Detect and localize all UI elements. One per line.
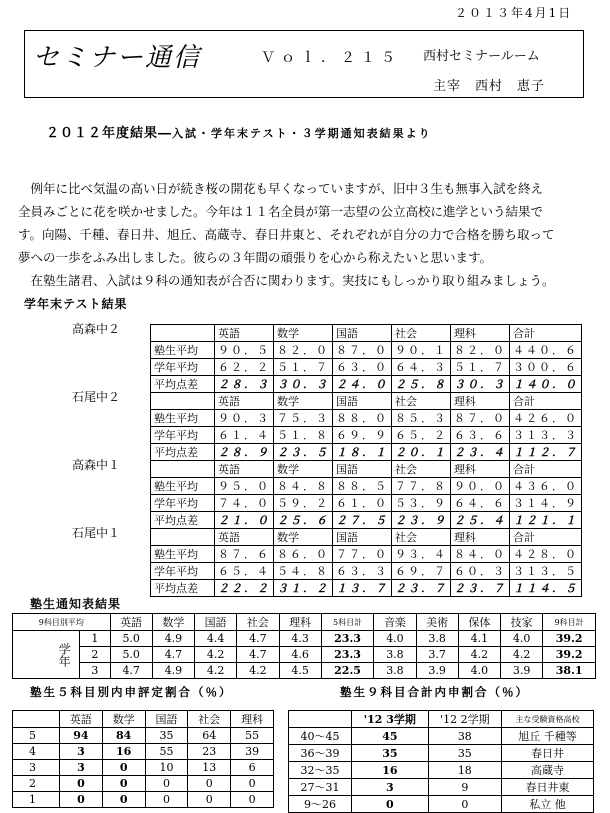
table-cell: ８８．５ [333, 478, 392, 495]
table-cell: ２３．７ [392, 580, 451, 597]
newsletter-header [24, 30, 584, 98]
table-cell: ３１３．５ [510, 563, 582, 580]
table-cell: 3.8 [416, 631, 458, 647]
paragraph-line: 在塾生諸君、入試は９科の通知表が合否に関わります。実技にもしっかり取り組みましょう。 [18, 273, 555, 288]
table-cell: 0 [231, 792, 274, 808]
table-row [13, 760, 274, 776]
table-row [151, 546, 582, 563]
table-cell: ６９．７ [392, 563, 451, 580]
col-header: 理科 [451, 325, 510, 342]
table-cell: 16 [102, 744, 145, 760]
nine-subject-table [288, 710, 594, 813]
table-cell: 0 [145, 776, 188, 792]
issue-date: ２０１３年4月1日 [455, 6, 573, 20]
table-cell: 0 [145, 792, 188, 808]
table-cell: 35 [145, 728, 188, 744]
table-cell: 0 [102, 792, 145, 808]
table-cell: 4.9 [152, 631, 194, 647]
five-subject-rows [13, 728, 274, 808]
col-header: 5科目計 [321, 614, 374, 631]
table-cell: 3.9 [501, 663, 543, 679]
table-cell: 5.0 [110, 631, 152, 647]
table-row [151, 563, 582, 580]
table-cell: ８４．８ [274, 478, 333, 495]
table-cell: ８５．３ [392, 410, 451, 427]
table-cell: １２１．１ [510, 512, 582, 529]
table-cell: 22.5 [321, 663, 374, 679]
grade-number: 3 [80, 663, 110, 679]
main-heading-title: ２０１２年度結果― [46, 126, 173, 141]
table-cell: ９０．３ [215, 410, 274, 427]
table-cell: 0 [188, 792, 231, 808]
table-cell: 春日井東 [501, 779, 593, 796]
table-cell: 6 [231, 760, 274, 776]
table-cell: ３１３．３ [510, 427, 582, 444]
col-header: 英語 [215, 325, 274, 342]
table-cell: 3.8 [374, 663, 416, 679]
table-header-row [151, 461, 582, 478]
col-header: 理科 [451, 461, 510, 478]
table-cell: ５１．７ [274, 359, 333, 376]
table-row [151, 410, 582, 427]
table-cell: ５３．９ [392, 495, 451, 512]
table-cell: 16 [352, 762, 429, 779]
organization-name: 西村セミナールーム [423, 49, 540, 64]
table-cell: １３．７ [333, 580, 392, 597]
col-header: 技家 [501, 614, 543, 631]
table-cell: ６３．３ [333, 563, 392, 580]
paragraph-line: 夢への一歩をふみ出しました。彼らの３年間の頑張りを心から称えたいと思います。 [18, 250, 493, 265]
table-cell: ６１．０ [333, 495, 392, 512]
col-header: 数学 [274, 461, 333, 478]
table-cell: 0 [102, 760, 145, 776]
table-cell: 10 [145, 760, 188, 776]
table-row [13, 647, 596, 663]
table-cell: ４２８．０ [510, 546, 582, 563]
table-cell: 4.2 [458, 647, 500, 663]
table-cell: ４２６．０ [510, 410, 582, 427]
grade-number: 1 [80, 631, 110, 647]
table-cell: ６４．６ [451, 495, 510, 512]
table-cell: 4.4 [195, 631, 237, 647]
table-cell: 9 [428, 779, 501, 796]
row-label: 40～45 [289, 728, 352, 745]
school-name: 石尾中１ [72, 526, 121, 540]
corner-cell [151, 325, 215, 342]
table-cell: 0 [352, 796, 429, 813]
grade-number: 2 [80, 647, 110, 663]
table-row [151, 359, 582, 376]
row-label: 4 [13, 744, 60, 760]
row-label: 学年平均 [151, 359, 215, 376]
volume-number: Ｖｏｌ．２１５ [261, 50, 401, 66]
table-cell: 55 [231, 728, 274, 744]
grade-label-inner [13, 631, 79, 678]
table-row [151, 512, 582, 529]
row-label: 学年平均 [151, 563, 215, 580]
table-row [13, 631, 596, 647]
table-row [13, 728, 274, 744]
col-header: 国語 [333, 529, 392, 546]
col-header: '12 2学期 [428, 711, 501, 728]
col-header: '12 3学期 [352, 711, 429, 728]
col-header: 合計 [510, 393, 582, 410]
five-subject-title: 塾生５科目別内申評定割合（％） [30, 685, 233, 699]
table-cell: ３０．３ [451, 376, 510, 393]
table-cell: 3.8 [374, 647, 416, 663]
table-cell: ５１．８ [274, 427, 333, 444]
table-cell: ２３．４ [451, 444, 510, 461]
table-cell: ２３．９ [392, 512, 451, 529]
table-cell: 4.1 [458, 631, 500, 647]
table-cell: ５９．２ [274, 495, 333, 512]
table-cell: ２５．８ [392, 376, 451, 393]
table-cell: 4.2 [501, 647, 543, 663]
row-label: 5 [13, 728, 60, 744]
row-label: 32～35 [289, 762, 352, 779]
nine-subject-title: 塾生９科目合計内申割合（％） [340, 685, 529, 699]
table-row [289, 728, 594, 745]
table-cell: ８７．６ [215, 546, 274, 563]
table-cell: ２１．０ [215, 512, 274, 529]
table-cell: ８２．０ [451, 342, 510, 359]
row-label: 塾生平均 [151, 342, 215, 359]
table-cell: 4.5 [279, 663, 321, 679]
corner-cell [13, 711, 60, 728]
table-cell: ２５．６ [274, 512, 333, 529]
table-cell: ８６．０ [274, 546, 333, 563]
row-label: 9～26 [289, 796, 352, 813]
table-row [13, 744, 274, 760]
paragraph-line: す。向陽、千種、春日井、旭丘、高蔵寺、春日井東と、それぞれが自分の力で合格を勝ち取って [18, 227, 555, 242]
table-cell: 4.7 [152, 647, 194, 663]
col-header: 英語 [110, 614, 152, 631]
table-cell: 4.7 [237, 647, 279, 663]
col-header: 数学 [274, 393, 333, 410]
col-header: 社会 [392, 325, 451, 342]
table-row [151, 495, 582, 512]
table-cell: ２２．２ [215, 580, 274, 597]
test-result-table [150, 392, 582, 461]
table-cell: 4.0 [501, 631, 543, 647]
col-header: 社会 [392, 529, 451, 546]
corner-cell [289, 711, 352, 728]
table-row [151, 478, 582, 495]
table-cell: 4.2 [195, 647, 237, 663]
table-cell: 55 [145, 744, 188, 760]
paragraph-line: 全員みごとに花を咲かせました。今年は１１名全員が第一志望の公立高校に進学という結果で [18, 204, 544, 219]
col-header: 社会 [392, 461, 451, 478]
col-header: 社会 [392, 393, 451, 410]
col-header: 英語 [215, 461, 274, 478]
table-cell: ２３．７ [451, 580, 510, 597]
table-cell: ６３．６ [451, 427, 510, 444]
col-header: 美術 [416, 614, 458, 631]
table-row [289, 745, 594, 762]
table-cell: 23.3 [321, 631, 374, 647]
report-card-corner: 9科目別平均 [13, 614, 111, 631]
newsletter-title: セミナー通信 [33, 43, 202, 73]
col-header: 数学 [274, 529, 333, 546]
report-card-rows [13, 631, 596, 679]
school-name: 高森中１ [72, 458, 121, 472]
row-label: 学年平均 [151, 427, 215, 444]
table-cell: ４４０．６ [510, 342, 582, 359]
row-label: 塾生平均 [151, 410, 215, 427]
table-cell: 3 [60, 760, 103, 776]
row-label: 1 [13, 792, 60, 808]
table-cell: 64 [188, 728, 231, 744]
five-subject-table [12, 710, 274, 808]
table-cell: 4.7 [110, 663, 152, 679]
table-cell: 3 [352, 779, 429, 796]
report-card-title: 塾生通知表結果 [30, 597, 122, 611]
row-label: 平均点差 [151, 512, 215, 529]
table-row [289, 762, 594, 779]
row-label: 27～31 [289, 779, 352, 796]
col-header: 音楽 [374, 614, 416, 631]
table-header-row [151, 325, 582, 342]
col-header: 英語 [215, 529, 274, 546]
table-cell: 春日井 [501, 745, 593, 762]
table-cell: 23.3 [321, 647, 374, 663]
table-cell: ３１４．９ [510, 495, 582, 512]
main-heading-subtitle: 入試・学年末テスト・３学期通知表結果より [172, 127, 432, 140]
table-cell: ７７．０ [333, 546, 392, 563]
table-cell: 39 [231, 744, 274, 760]
table-cell: 0 [231, 776, 274, 792]
table-cell: 0 [102, 776, 145, 792]
table-cell: 4.2 [237, 663, 279, 679]
col-header: 国語 [195, 614, 237, 631]
corner-cell [151, 393, 215, 410]
table-cell: ７７．８ [392, 478, 451, 495]
table-cell: ６３．０ [333, 359, 392, 376]
col-header: 国語 [333, 461, 392, 478]
col-header: 9科目計 [543, 614, 596, 631]
row-label: 3 [13, 760, 60, 776]
table-row [151, 427, 582, 444]
table-cell: 18 [428, 762, 501, 779]
table-cell: 旭丘 千種等 [501, 728, 593, 745]
row-label: 塾生平均 [151, 478, 215, 495]
row-label: 学年平均 [151, 495, 215, 512]
table-cell: ７４．０ [215, 495, 274, 512]
row-label: 平均点差 [151, 444, 215, 461]
table-cell: 0 [60, 792, 103, 808]
table-cell: 13 [188, 760, 231, 776]
table-header-row [151, 529, 582, 546]
table-cell: ６０．３ [451, 563, 510, 580]
col-header: 合計 [510, 461, 582, 478]
table-cell: ６４．３ [392, 359, 451, 376]
table-cell: 3.7 [416, 647, 458, 663]
table-cell: 0 [60, 776, 103, 792]
author-name: 主宰 西村 恵子 [433, 79, 546, 94]
table-cell: ７５．３ [274, 410, 333, 427]
table-cell: 4.3 [279, 631, 321, 647]
report-card-table [12, 613, 596, 679]
col-header: 社会 [237, 614, 279, 631]
table-cell: ６５．２ [392, 427, 451, 444]
table-row [13, 792, 274, 808]
school-name: 高森中２ [72, 322, 121, 336]
table-cell: ９３．４ [392, 546, 451, 563]
row-label: 36～39 [289, 745, 352, 762]
table-cell: 38 [428, 728, 501, 745]
table-cell: ９５．０ [215, 478, 274, 495]
table-cell: 3 [60, 744, 103, 760]
grade-label-text: 学年 [57, 642, 72, 667]
table-cell: 45 [352, 728, 429, 745]
table-cell: ４３６．０ [510, 478, 582, 495]
table-cell: 4.2 [195, 663, 237, 679]
table-cell: ８８．０ [333, 410, 392, 427]
table-cell: 94 [60, 728, 103, 744]
col-header: 数学 [102, 711, 145, 728]
col-header: 保体 [458, 614, 500, 631]
col-header: 合計 [510, 325, 582, 342]
col-header: 英語 [215, 393, 274, 410]
table-cell: １１４．５ [510, 580, 582, 597]
table-cell: ２３．５ [274, 444, 333, 461]
col-header: 理科 [279, 614, 321, 631]
grade-label [13, 631, 80, 679]
table-cell: 39.2 [543, 647, 596, 663]
table-cell: １８．１ [333, 444, 392, 461]
table-cell: 3.9 [416, 663, 458, 679]
main-heading [46, 122, 432, 141]
row-label: 塾生平均 [151, 546, 215, 563]
table-cell: 4.0 [374, 631, 416, 647]
col-header: 理科 [451, 529, 510, 546]
table-row [151, 580, 582, 597]
table-cell: ２７．５ [333, 512, 392, 529]
row-label: 平均点差 [151, 580, 215, 597]
table-cell: １４０．０ [510, 376, 582, 393]
table-cell: ６２．２ [215, 359, 274, 376]
table-cell: 23 [188, 744, 231, 760]
table-cell: 35 [428, 745, 501, 762]
table-row [151, 376, 582, 393]
table-cell: ６５．４ [215, 563, 274, 580]
table-cell: １１２．７ [510, 444, 582, 461]
table-cell: ２４．０ [333, 376, 392, 393]
table-cell: 高蔵寺 [501, 762, 593, 779]
table-row [289, 779, 594, 796]
table-cell: ６９．９ [333, 427, 392, 444]
table-cell: ２０．１ [392, 444, 451, 461]
table-cell: ３０．３ [274, 376, 333, 393]
table-cell: ８７．０ [333, 342, 392, 359]
nine-subject-rows [289, 728, 594, 813]
table-cell: 39.2 [543, 631, 596, 647]
col-header: 国語 [145, 711, 188, 728]
table-cell: ２５．４ [451, 512, 510, 529]
test-result-table [150, 528, 582, 597]
test-result-table [150, 460, 582, 529]
test-result-table [150, 324, 582, 393]
table-cell: 84 [102, 728, 145, 744]
table-cell: 0 [188, 776, 231, 792]
table-cell: ９０．０ [451, 478, 510, 495]
col-header: 国語 [333, 325, 392, 342]
table-cell: 5.0 [110, 647, 152, 663]
school-name: 石尾中２ [72, 390, 121, 404]
col-header: 理科 [231, 711, 274, 728]
table-cell: 35 [352, 745, 429, 762]
table-cell: ２８．９ [215, 444, 274, 461]
table-cell: ６１．４ [215, 427, 274, 444]
corner-cell [151, 529, 215, 546]
table-cell: ８４．０ [451, 546, 510, 563]
col-header: 数学 [274, 325, 333, 342]
corner-cell [151, 461, 215, 478]
table-row [289, 796, 594, 813]
col-header: 主な受験資格高校 [501, 711, 593, 728]
table-cell: ２８．３ [215, 376, 274, 393]
table-header-row [151, 393, 582, 410]
table-cell: ８２．０ [274, 342, 333, 359]
col-header: 国語 [333, 393, 392, 410]
row-label: 平均点差 [151, 376, 215, 393]
table-cell: ５４．８ [274, 563, 333, 580]
paragraph-line: 例年に比べ気温の高い日が続き桜の開花も早くなっていますが、旧中３生も無事入試を終え [18, 181, 544, 196]
col-header: 社会 [188, 711, 231, 728]
col-header: 理科 [451, 393, 510, 410]
table-cell: ９０．５ [215, 342, 274, 359]
table-cell: 0 [428, 796, 501, 813]
test-results-title: 学年末テスト結果 [24, 297, 128, 311]
table-cell: ３００．６ [510, 359, 582, 376]
col-header: 英語 [60, 711, 103, 728]
col-header: 数学 [152, 614, 194, 631]
table-cell: ９０．１ [392, 342, 451, 359]
table-row [151, 444, 582, 461]
table-row [151, 342, 582, 359]
table-row [13, 663, 596, 679]
table-cell: 私立 他 [501, 796, 593, 813]
table-cell: 4.0 [458, 663, 500, 679]
table-cell: ５１．７ [451, 359, 510, 376]
table-cell: 38.1 [543, 663, 596, 679]
table-cell: 4.6 [279, 647, 321, 663]
table-row [13, 776, 274, 792]
table-cell: 4.9 [152, 663, 194, 679]
table-cell: ８７．０ [451, 410, 510, 427]
row-label: 2 [13, 776, 60, 792]
col-header: 合計 [510, 529, 582, 546]
table-cell: ３１．２ [274, 580, 333, 597]
table-cell: 4.7 [237, 631, 279, 647]
